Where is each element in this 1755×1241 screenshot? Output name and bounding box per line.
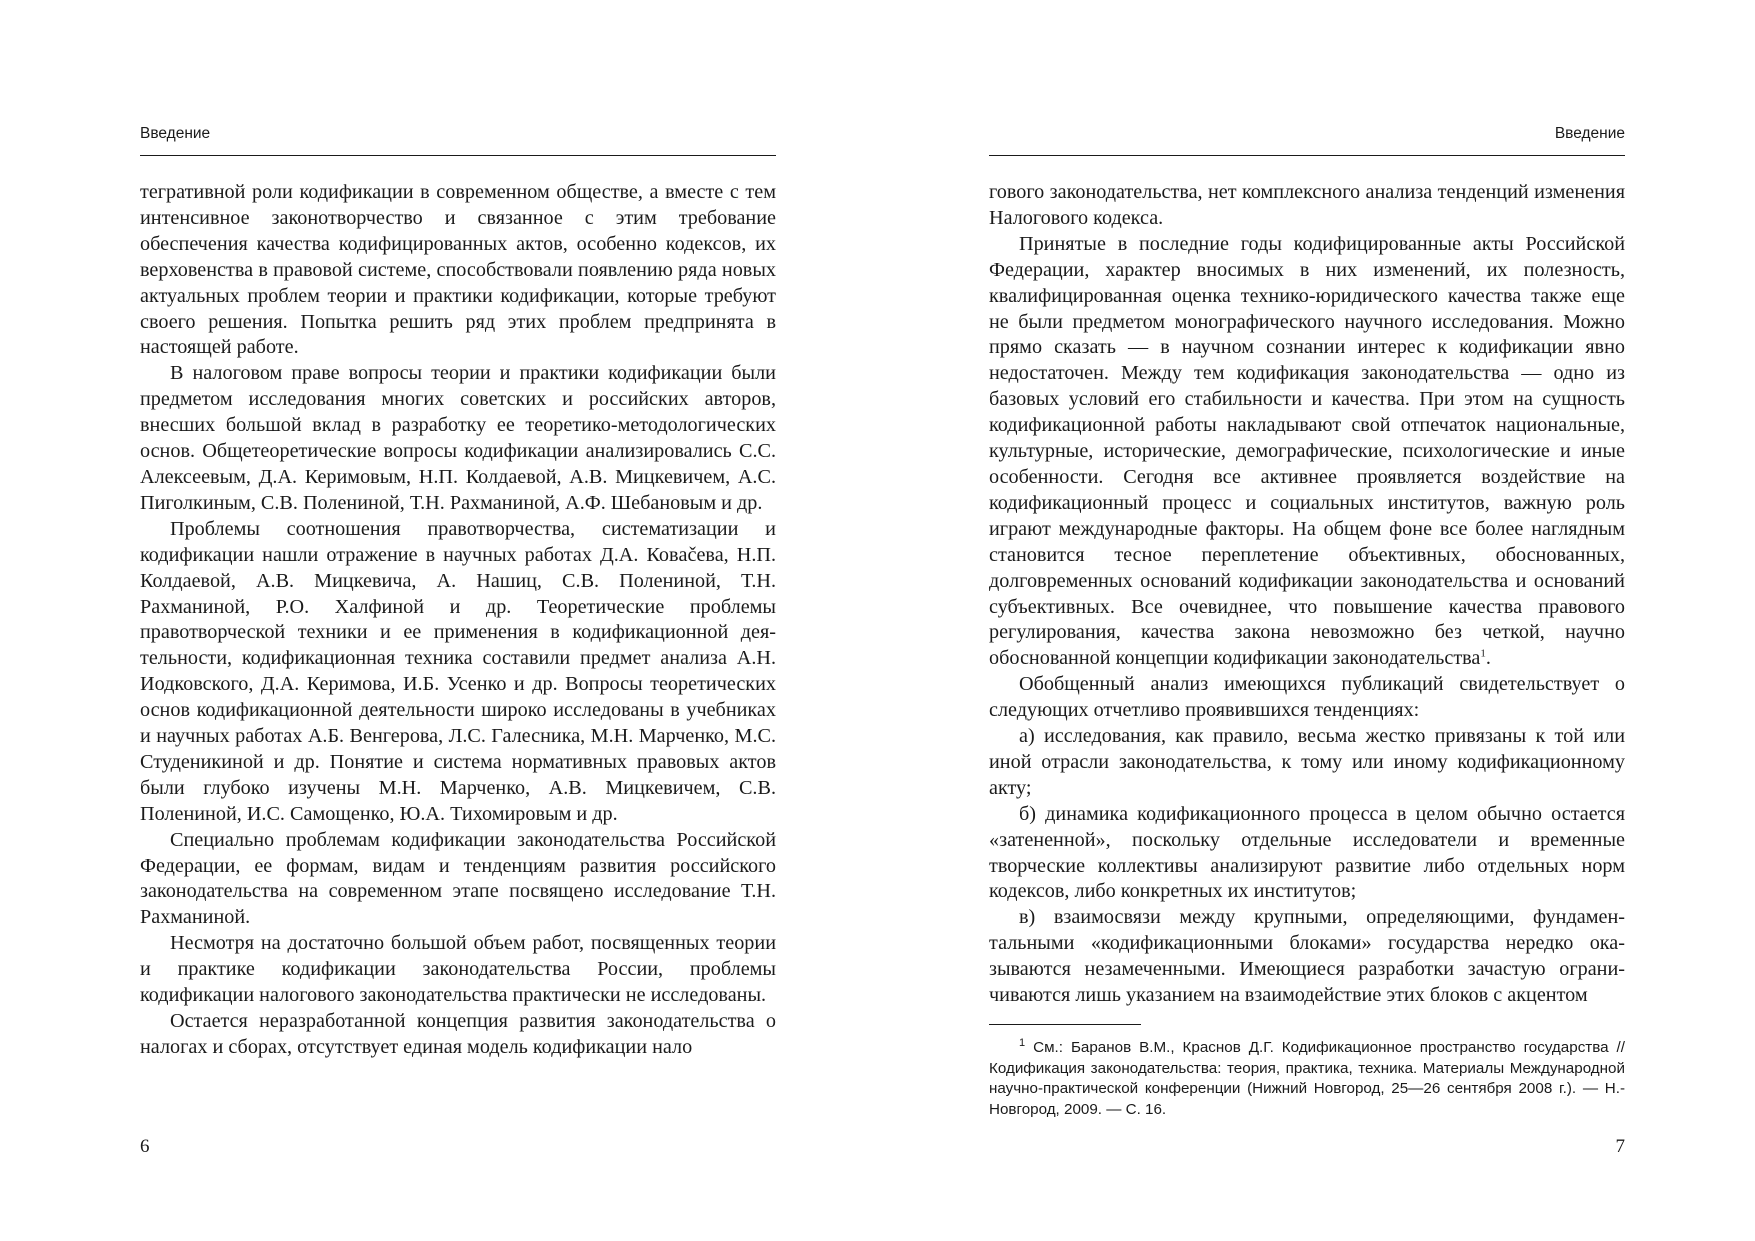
paragraph: тегративной роли кодификации в современном обществе, а вместе с тем интенсивное законотворчество и связанное с этим требование обеспечения качества кодифицированных актов, особенно кодексов, их верховенства в правовой системе, способствовали появлению ряда новых актуальных проблем теории и практики кодификации, которые требуют своего решения. Попытка решить ряд этих проблем предпринята в настоящей работе.: [140, 181, 776, 359]
left-body-text: [140, 180, 776, 1061]
paragraph: Несмотря на достаточно большой объем работ, посвященных теории и практике кодификации законодательства России, проблемы кодификации налогового законодательства практически не исследованы.: [140, 932, 776, 1007]
paragraph: В налоговом праве вопросы теории и практики кодификации были предметом исследования многих советских и российских авторов, внесших большой вклад в разработку ее теоретико-методологических основ. Общетеоретические вопросы кодификации анализировались С.С. Алексеевым, Д.А. Керимовым, Н.П. Колдаевой, А.В. Мицкевичем, А.С. Пиголкиным, С.В. Полениной, Т.Н. Рахманиной, А.Ф. Шебановым и др.: [140, 362, 776, 514]
head-rule-right: [989, 155, 1625, 156]
paragraph: Обобщенный анализ имеющихся публикаций свидетельствует о следующих отчетливо проявившихся тенденциях:: [989, 673, 1625, 722]
paragraph-text: Принятые в последние годы кодифицированные акты Российской Федерации, характер вносимых в них изменений, их полезность, квалифицированная оценка технико-юридического качества также еще не были предметом монографического научного исследования. Можно прямо сказать — в научном сознании интерес к кодификации явно недостаточен. Между тем кодификация законодательства — одно из базовых условий его стабильности и качества. При этом на сущность кодификационной работы накладывают свой отпечаток национальные, культурные, исторические, демографические, психологические и иные особенности. Сегодня все активнее проявляется воздействие на кодификационный процесс и социальных институтов, важную роль играют международные факторы. На общем фоне все более наглядным становится тесное переплетение объективных, обоснованных, долговременных оснований кодификации законодательства и оснований субъективных. Все очевиднее, что повышение качества правового регулирования, качества закона невозможно без четкой, научно обоснованной концепции кодификации законодательства: [989, 232, 1625, 670]
right-body-text: [989, 180, 1625, 1009]
list-item: в) взаимосвязи между крупными, определяющими, фундаментальными «кодификационными блоками» государства нередко оказываются незамеченными. Имеющиеся разработки зачастую ограничиваются лишь указанием на взаимодействие этих блоков с акцентом: [989, 906, 1625, 1007]
list-item: а) исследования, как правило, весьма жестко привязаны к той или иной отрасли законодательства, к тому или иному кодификационному акту;: [989, 725, 1625, 799]
paragraph: Специально проблемам кодификации законодательства Российской Федерации, ее формам, видам и тенденциям развития российского законодательства на современном этапе посвящено исследование Т.Н. Рахманиной.: [140, 828, 776, 929]
running-head-left: Введение: [140, 125, 211, 142]
footnote: [989, 1038, 1625, 1120]
left-page: [140, 0, 776, 1241]
paragraph: Остается неразработанной концепция развития законодательства о налогах и сборах, отсутствует единая модель кодификации нало: [140, 1010, 776, 1058]
footnote-rule: [989, 1024, 1141, 1025]
footnote-text: См.: Баранов В.М., Краснов Д.Г. Кодификационное пространство государства // Кодификация законодательства: теория, практика, техника. Материалы Международной научно-практической конференции (Нижний Новгород, 25—26 сентября 2008 г.). — Н.-Новгород, 2009. — С. 16.: [989, 1039, 1625, 1118]
list-item: б) динамика кодификационного процесса в целом обычно остается «затененной», поскольку отдельные исследователи и временные творческие коллективы анализируют развитие либо отдельных норм кодексов, либо конкретных их институтов;: [989, 802, 1625, 903]
page-number-right: 7: [1615, 1136, 1625, 1157]
head-rule-left: [140, 155, 776, 156]
right-page: [989, 0, 1625, 1241]
running-head-right: Введение: [1554, 125, 1625, 142]
paragraph: гового законодательства, нет комплексного анализа тенденций изменения Налогового кодекса.: [989, 181, 1625, 229]
page-number-left: 6: [140, 1136, 150, 1157]
footnote-reference[interactable]: 1: [1480, 647, 1486, 660]
footnote-marker: 1: [1019, 1036, 1026, 1049]
paragraph-with-footnote: Принятые в последние годы кодифицированные акты Российской Федерации, характер вносимых в них изменений, их полезность, квалифицированная оценка технико-юридического качества также еще не были предметом монографического научного исследования. Можно прямо сказать — в научном сознании интерес к кодификации явно недостаточен. Между тем кодификация законодательства — одно из базовых условий его стабильности и качества. При этом на сущность кодификационной работы накладывают свой отпечаток национальные, культурные, исторические, демографические, психологические и иные особенности. Сегодня все активнее проявляется воздействие на кодификационный процесс и социальных институтов, важную роль играют международные факторы. На общем фоне все более наглядным становится тесное переплетение объективных, обоснованных, долговременных оснований кодификации законодательства и оснований субъективных. Все очевиднее, что повышение качества правового регулирования, качества закона невозможно без четкой, научно обоснованной концепции кодификации законодательства$^1$.: [989, 232, 1625, 670]
paragraph: Проблемы соотношения правотворчества, систематизации и кодификации нашли отражение в научных работах Д.А. Ковačeва, Н.П. Колдаевой, А.В. Мицкевича, А. Нашиц, С.В. Полениной, Т.Н. Рахманиной, Р.О. Халфиной и др. Теоретические проблемы правотворческой техники и ее применения в кодификационной деятельности, кодификационная техника составили предмет анализа А.Н. Иодковского, Д.А. Керимова, И.Б. Усенко и др. Вопросы теоретических основ кодификационной деятельности широко исследованы в учебниках и научных работах А.Б. Венгерова, Л.С. Галесника, М.Н. Марченко, М.С. Студеникиной и др. Понятие и система нормативных правовых актов были глубоко изучены М.Н. Марченко, А.В. Мицкевичем, С.В. Полениной, И.С. Самощенко, Ю.А. Тихомировым и др.: [140, 517, 776, 825]
